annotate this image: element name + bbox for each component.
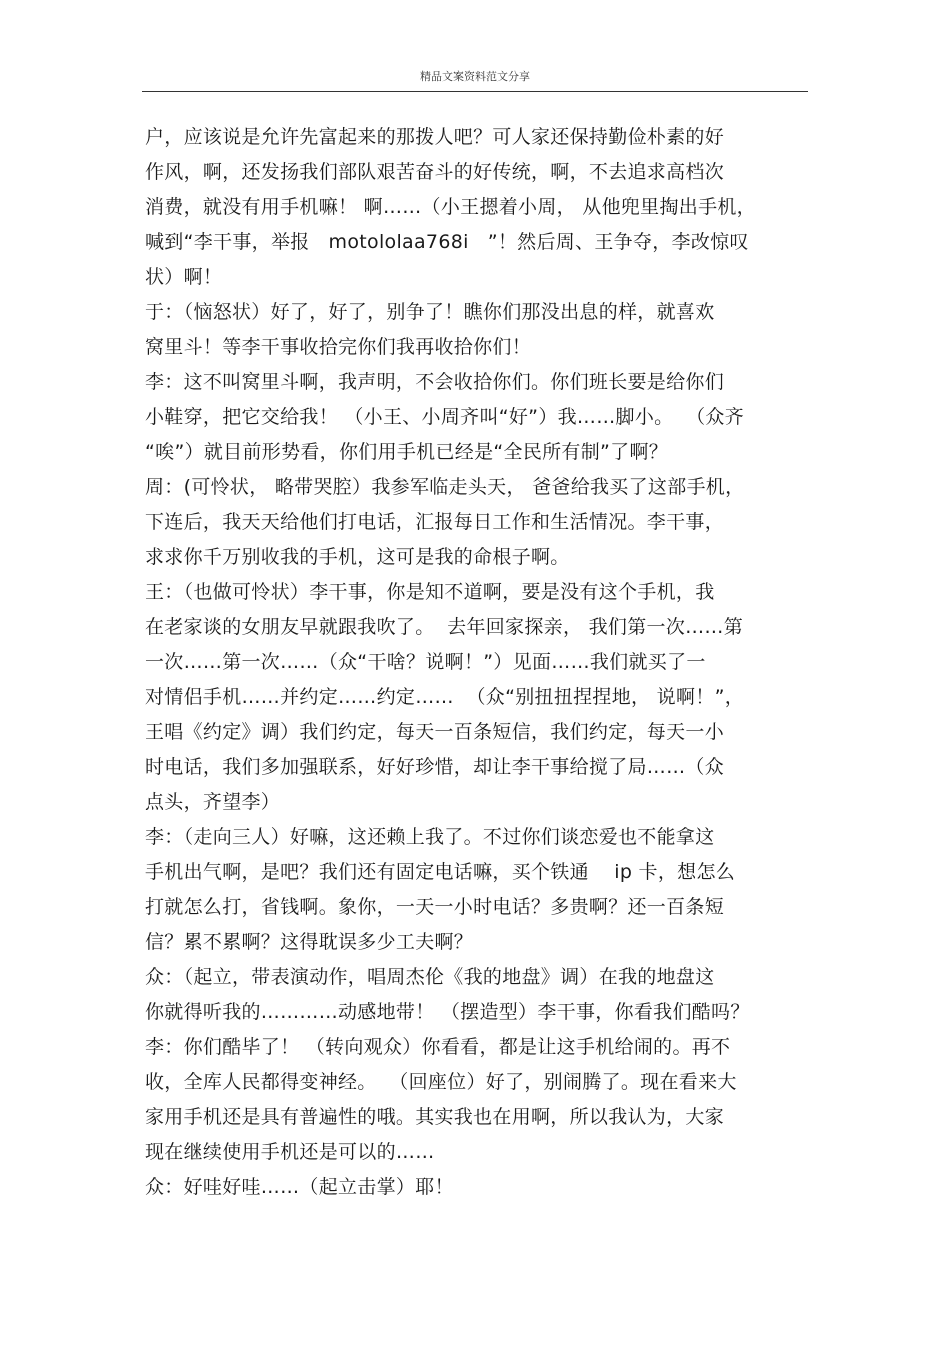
text-line: 喊到“李干事，举报 motololaa768i ”！然后周、王争夺，李改惊叹 (145, 231, 749, 253)
text-line: 周：(可怜状， 略带哭腔）我参军临走头天， 爸爸给我买了这部手机， (145, 476, 745, 498)
text-line: 众：（起立，带表演动作，唱周杰伦《我的地盘》调）在我的地盘这 (145, 966, 715, 988)
page-header-title: 精品文案资料范文分享 (420, 70, 530, 83)
document-body (145, 120, 815, 1205)
text-line: 李：（走向三人）好嘛，这还赖上我了。不过你们谈恋爱也不能拿这 (145, 826, 715, 848)
text-line: 王：（也做可怜状）李干事，你是知不道啊，要是没有这个手机，我 (145, 581, 715, 603)
text-line: 信？累不累啊？这得耽误多少工夫啊？ (145, 931, 474, 953)
text-line: 点头，齐望李） (145, 791, 281, 813)
text-line: 户，应该说是允许先富起来的那拨人吧？可人家还保持勤俭朴素的好 (145, 126, 725, 148)
text-line: 窝里斗！等李干事收拾完你们我再收拾你们！ (145, 336, 532, 358)
text-line: 作风，啊，还发扬我们部队艰苦奋斗的好传统，啊，不去追求高档次 (145, 161, 725, 183)
text-line: 李：你们酷毕了！ （转向观众）你看看，都是让这手机给闹的。再不 (145, 1036, 731, 1058)
text-line: 求求你千万别收我的手机，这可是我的命根子啊。 (145, 546, 570, 568)
text-line: 家用手机还是具有普遍性的哦。其实我也在用啊，所以我认为，大家 (145, 1106, 725, 1128)
text-line: 手机出气啊，是吧？我们还有固定电话嘛，买个铁通 ip 卡，想怎么 (145, 861, 736, 883)
text-line: 打就怎么打，省钱啊。象你，一天一小时电话？多贵啊？还一百条短 (145, 896, 725, 918)
text-line: 时电话，我们多加强联系，好好珍惜，却让李干事给搅了局……（众 (145, 756, 725, 778)
text-line: 王唱《约定》调）我们约定，每天一百条短信，我们约定，每天一小 (145, 721, 725, 743)
text-line: 消费，就没有用手机嘛！ 啊……（小王摁着小周， 从他兜里掏出手机， (145, 196, 756, 218)
text-line: 小鞋穿，把它交给我！ （小王、小周齐叫“好”）我……脚小。 （众齐 (145, 406, 745, 428)
text-line: 收，全库人民都得变神经。 （回座位）好了，别闹腾了。现在看来大 (145, 1071, 737, 1093)
text-line: 李：这不叫窝里斗啊，我声明，不会收拾你们。你们班长要是给你们 (145, 371, 725, 393)
text-line: 下连后，我天天给他们打电话，汇报每日工作和生活情况。李干事， (145, 511, 725, 533)
text-line: 现在继续使用手机还是可以的…… (145, 1141, 435, 1163)
text-line: 状）啊！ (145, 266, 223, 288)
text-line: “唉”）就目前形势看，你们用手机已经是“全民所有制”了啊？ (145, 441, 669, 463)
text-line: 一次……第一次……（众“干啥？说啊！”）见面……我们就买了一 (145, 651, 706, 673)
text-line: 你就得听我的…………动感地带！ （摆造型）李干事，你看我们酷吗？ (145, 1001, 750, 1023)
text-line: 于：（恼怒状）好了，好了，别争了！瞧你们那没出息的样，就喜欢 (145, 301, 715, 323)
text-line: 众：好哇好哇……（起立击掌）耶！ (145, 1176, 454, 1198)
text-line: 对情侣手机……并约定……约定…… （众“别扭扭捏捏地， 说啊！”， (145, 686, 745, 708)
text-line: 在老家谈的女朋友早就跟我吹了。 去年回家探亲， 我们第一次……第 (145, 616, 744, 638)
header-divider (142, 91, 808, 92)
